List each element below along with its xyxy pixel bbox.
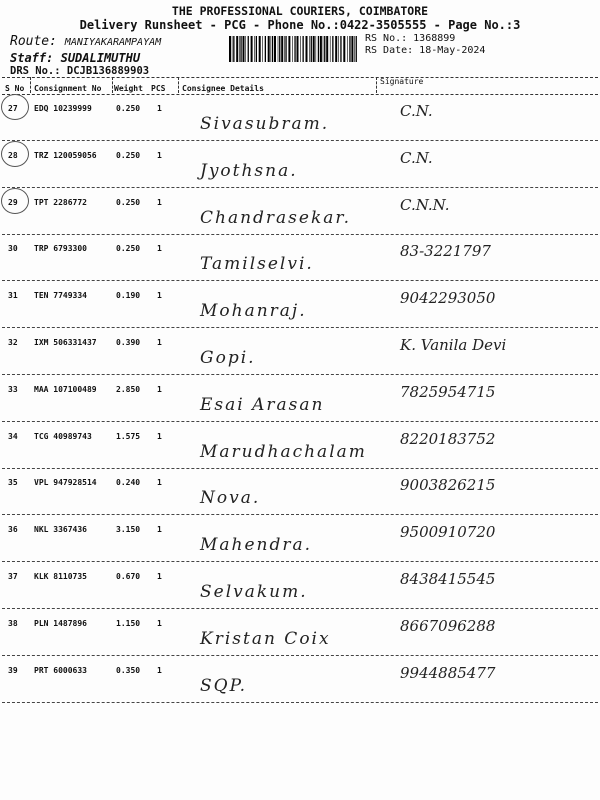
row-weight: 0.190 — [116, 291, 141, 301]
table-row — [0, 192, 600, 238]
row-pieces: 1 — [157, 572, 162, 581]
row-divider — [2, 514, 598, 515]
row-consignee-handwritten: Selvakum. — [200, 582, 308, 602]
barcode-bar — [279, 36, 280, 62]
barcode-bar — [324, 36, 325, 62]
row-weight: 1.575 — [116, 431, 141, 441]
drs-label: DRS No.: — [10, 65, 61, 77]
staff-value: SUDALIMUTHU — [60, 51, 141, 65]
column-separator — [178, 77, 179, 93]
barcode-bar — [306, 36, 308, 62]
row-divider — [2, 655, 598, 656]
drs-value: DCJB136889903 — [66, 65, 150, 77]
row-consignee-handwritten: Gopi. — [200, 348, 256, 368]
row-signature-handwritten: 83-3221797 — [400, 242, 491, 261]
barcode-bar — [265, 36, 266, 62]
rs-date: RS Date: 18-May-2024 — [365, 45, 486, 56]
barcode-bar — [285, 36, 286, 62]
row-consignment-number: TPT 2286772 — [34, 197, 87, 207]
runsheet-subtitle: Delivery Runsheet - PCG - Phone No.:0422-3505555 - Page No.:3 — [79, 18, 521, 32]
table-row — [0, 98, 600, 144]
row-weight: 0.250 — [116, 197, 141, 207]
row-pieces: 1 — [157, 478, 162, 488]
row-serial-number: 31 — [8, 291, 18, 301]
row-signature-handwritten: 8438415545 — [400, 570, 496, 588]
row-pieces: 1 — [157, 618, 162, 628]
row-divider — [2, 421, 598, 422]
barcode-bar — [335, 36, 337, 62]
barcode-bar — [354, 36, 355, 62]
rs-info — [365, 33, 485, 57]
barcode-bar — [288, 36, 290, 62]
barcode-bar — [323, 36, 324, 62]
row-consignee-handwritten: Esai Arasan — [200, 394, 325, 415]
row-consignment-number: MAA 107100489 — [34, 384, 97, 394]
row-signature-handwritten: K. Vanila Devi — [400, 336, 507, 354]
barcode-bar — [268, 36, 270, 62]
column-header-weight: Weight — [114, 84, 143, 93]
row-divider — [2, 702, 598, 703]
barcode-bar — [233, 36, 234, 62]
barcode-bar — [284, 36, 285, 62]
table-row — [0, 566, 600, 612]
table-row — [0, 472, 600, 518]
table-row — [0, 519, 600, 565]
barcode-bar — [251, 36, 253, 62]
row-serial-number: 27 — [8, 104, 18, 113]
row-serial-number: 34 — [8, 431, 18, 441]
barcode-bar — [300, 36, 301, 62]
barcode-bar — [256, 36, 257, 62]
row-consignee-handwritten: Nova. — [200, 488, 261, 509]
barcode-bar — [313, 36, 315, 62]
table-row — [0, 660, 600, 706]
row-pieces: 1 — [157, 291, 162, 301]
barcode-image — [229, 36, 357, 62]
barcode-bar — [351, 36, 353, 62]
row-divider — [2, 468, 598, 469]
row-divider — [2, 280, 598, 281]
row-pieces: 1 — [157, 150, 162, 160]
row-weight: 0.250 — [116, 104, 141, 113]
barcode-bar — [240, 36, 241, 62]
header-top-divider — [2, 77, 598, 78]
row-consignment-number: TRZ 120059056 — [34, 150, 97, 160]
table-row — [0, 379, 600, 425]
row-pieces: 1 — [157, 525, 162, 535]
row-serial-number: 29 — [8, 197, 18, 207]
barcode-bar — [347, 36, 348, 62]
barcode-bar — [338, 36, 339, 62]
row-signature-handwritten: C.N.N. — [400, 195, 450, 214]
table-row — [0, 145, 600, 191]
route-value: MANIYAKARAMPAYAM — [64, 37, 162, 48]
barcode-bar — [281, 36, 283, 62]
row-consignee-handwritten: Chandrasekar. — [200, 207, 352, 228]
barcode-bar — [309, 36, 310, 62]
row-consignment-number: NKL 3367436 — [34, 525, 87, 535]
row-pieces: 1 — [157, 244, 162, 254]
barcode-bar — [274, 36, 276, 62]
row-divider — [2, 327, 598, 328]
barcode-bar — [243, 36, 245, 62]
barcode-bar — [232, 36, 233, 62]
route-label: Route: — [10, 34, 57, 49]
barcode-bar — [297, 36, 299, 62]
row-serial-number: 35 — [8, 478, 18, 488]
barcode-bar — [340, 36, 341, 62]
table-row — [0, 426, 600, 472]
column-header-signature: Signature — [380, 77, 424, 86]
row-consignee-handwritten: Kristan Coix — [200, 628, 331, 649]
table-row — [0, 332, 600, 378]
row-pieces: 1 — [157, 665, 162, 675]
row-consignee-handwritten: Tamilselvi. — [200, 254, 314, 275]
row-signature-handwritten: C.N. — [400, 148, 433, 167]
row-divider — [2, 234, 598, 235]
row-signature-handwritten: 9042293050 — [400, 289, 496, 308]
column-header-sno: S No — [5, 84, 25, 93]
row-weight: 0.670 — [116, 572, 141, 581]
row-signature-handwritten: 8667096288 — [400, 616, 496, 635]
row-consignment-number: TEN 7749334 — [34, 291, 87, 301]
drs-line — [10, 65, 149, 77]
row-pieces: 1 — [157, 431, 162, 441]
barcode-bar — [262, 36, 263, 62]
column-header-consignee: Consignee Details — [182, 84, 264, 93]
row-serial-number: 28 — [8, 150, 18, 160]
row-serial-number: 32 — [8, 338, 18, 347]
barcode-bar — [318, 36, 319, 62]
row-divider — [2, 561, 598, 562]
row-serial-number: 36 — [8, 525, 18, 535]
row-consignment-number: TRP 6793300 — [34, 244, 87, 254]
row-consignment-number: EDQ 10239999 — [34, 104, 92, 113]
row-consignment-number: IXM 506331437 — [34, 338, 97, 347]
staff-line — [10, 51, 140, 65]
row-signature-handwritten: 8220183752 — [400, 429, 496, 448]
header-bottom-divider — [2, 94, 598, 95]
row-consignee-handwritten: SQP. — [200, 675, 247, 696]
row-consignment-number: PRT 6000633 — [34, 665, 87, 675]
row-pieces: 1 — [157, 104, 162, 113]
row-consignment-number: KLK 8110735 — [34, 572, 87, 581]
row-consignment-number: TCG 40989743 — [34, 431, 92, 441]
row-divider — [2, 374, 598, 375]
barcode-bar — [326, 36, 328, 62]
row-weight: 0.240 — [116, 478, 141, 488]
table-row — [0, 238, 600, 284]
column-separator — [376, 77, 377, 93]
row-consignee-handwritten: Marudhachalam — [200, 441, 367, 462]
row-consignee-handwritten: Sivasubram. — [200, 114, 330, 134]
barcode-bar — [239, 36, 240, 62]
barcode-bar — [271, 36, 272, 62]
barcode-bar — [254, 36, 255, 62]
row-weight: 3.150 — [116, 525, 141, 535]
row-signature-handwritten: 7825954715 — [400, 382, 496, 401]
row-weight: 1.150 — [116, 618, 141, 628]
company-title: THE PROFESSIONAL COURIERS, COIMBATORE — [171, 4, 429, 18]
row-weight: 2.850 — [116, 384, 141, 394]
row-consignee-handwritten: Jyothsna. — [200, 160, 298, 181]
rs-number: RS No.: 1368899 — [365, 33, 456, 44]
column-separator — [30, 77, 31, 93]
row-divider — [2, 140, 598, 141]
barcode-bar — [330, 36, 331, 62]
row-signature-handwritten: 9500910720 — [400, 523, 496, 542]
route-line — [10, 34, 161, 49]
barcode-bar — [303, 36, 304, 62]
row-consignment-number: PLN 1487896 — [34, 618, 87, 628]
barcode-bar — [356, 36, 357, 62]
column-header-consignment: Consignment No — [34, 84, 102, 93]
row-consignment-number: VPL 947928514 — [34, 478, 97, 488]
row-serial-number: 37 — [8, 572, 18, 581]
row-signature-handwritten: 9944885477 — [400, 663, 496, 682]
barcode-bar — [294, 36, 295, 62]
barcode-bar — [311, 36, 312, 62]
row-weight: 0.250 — [116, 150, 141, 160]
barcode-bar — [278, 36, 279, 62]
barcode-bar — [320, 36, 322, 62]
row-pieces: 1 — [157, 197, 162, 207]
row-pieces: 1 — [157, 338, 162, 347]
barcode-bar — [316, 36, 317, 62]
row-weight: 0.250 — [116, 244, 141, 254]
row-consignee-handwritten: Mahendra. — [200, 535, 313, 556]
row-divider — [2, 187, 598, 188]
barcode-bar — [349, 36, 350, 62]
row-signature-handwritten: 9003826215 — [400, 476, 496, 495]
barcode-bar — [229, 36, 231, 62]
row-serial-number: 33 — [8, 384, 18, 394]
barcode-bar — [248, 36, 249, 62]
table-row — [0, 285, 600, 331]
row-weight: 0.350 — [116, 665, 141, 675]
barcode-bar — [272, 36, 273, 62]
row-signature-handwritten: C.N. — [400, 102, 433, 120]
barcode-bar — [259, 36, 261, 62]
row-serial-number: 38 — [8, 618, 18, 628]
row-serial-number: 30 — [8, 244, 18, 254]
column-separator — [112, 77, 113, 93]
row-serial-number: 39 — [8, 665, 18, 675]
barcode-bar — [245, 36, 246, 62]
barcode-bar — [236, 36, 238, 62]
row-weight: 0.390 — [116, 338, 141, 347]
staff-label: Staff: — [10, 51, 54, 65]
row-consignee-handwritten: Mohanraj. — [200, 301, 307, 322]
barcode-bar — [332, 36, 333, 62]
barcode-bar — [292, 36, 293, 62]
row-pieces: 1 — [157, 384, 162, 394]
row-divider — [2, 608, 598, 609]
barcode-bar — [343, 36, 345, 62]
table-row — [0, 613, 600, 659]
column-header-pcs: PCS — [151, 84, 166, 93]
